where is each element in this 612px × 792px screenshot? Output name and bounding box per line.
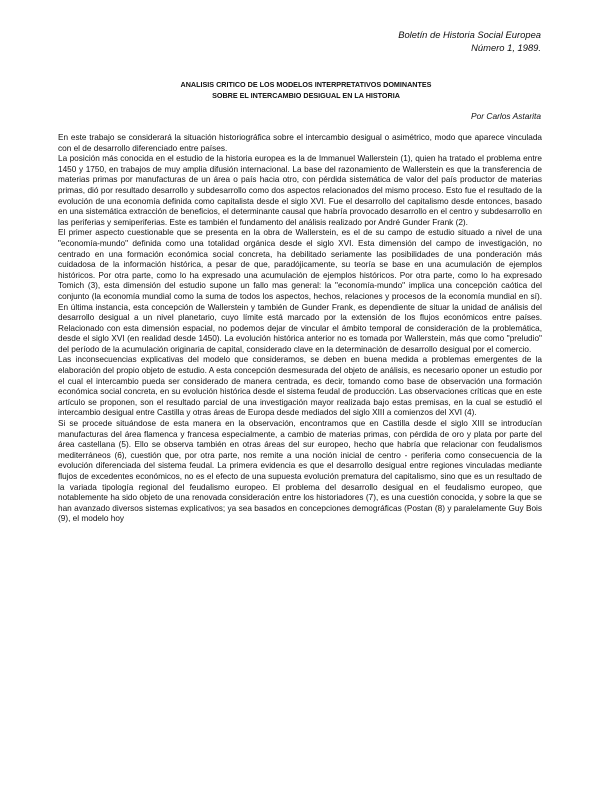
body-paragraph: En este trabajo se considerará la situación historiográfica sobre el intercambio desigual o asimétrico, modo que aparece vinculada con el de desarrollo diferenciado entre países. — [58, 133, 542, 153]
article-body — [58, 133, 542, 525]
author-byline: Por Carlos Astarita — [471, 111, 541, 121]
body-paragraph: La posición más conocida en el estudio de la historia europea es la de Immanuel Wallerstein (1), quien ha tratado el problema entre 1450 y 1750, en trabajos de muy amplia difusión internacional. La base del razonamiento de Wallerstein es que la transferencia de materias primas por manufacturas de un área o país hacia otro, con pérdida sistemática de valor del país productor de materias primas, dió por resultado desarrollo y subdesarrollo como dos aspectos relacionados del mismo proceso. Esto fue el resultado de la evolución de una economía definida como capitalista desde el siglo XVI. Fue el desarrollo del capitalismo desde entonces, basado en una sistemática extracción de beneficios, el determinante causal que habría provocado desarrollo en el centro y subdesarrollo en las periferias y semiperiferias. Este es también el fundamento del análisis realizado por André Gunder Frank (2). — [58, 154, 542, 227]
journal-name: Boletín de Historia Social Europea — [398, 29, 541, 40]
title-line-1: ANALISIS CRITICO DE LOS MODELOS INTERPRETATIVOS DOMINANTES — [180, 80, 432, 89]
journal-header — [398, 28, 541, 54]
issue-number: Número 1, 1989. — [471, 42, 541, 53]
body-paragraph: Las inconsecuencias explicativas del modelo que consideramos, se deben en buena medida a problemas emergentes de la elaboración del propio objeto de estudio. A esta concepción desmesurada del objeto de análisis, es necesario oponer un estudio por el cual el intercambio pueda ser considerado de manera centrada, es decir, tomando como base de observación una formación económica social concreta, en su evolución histórica desde el sistema feudal de producción. Las observaciones críticas que en este artículo se proponen, son el resultado parcial de una investigación mayor realizada bajo estas premisas, en la cual se estudió el intercambio desigual entre Castilla y otras áreas de Europa desde mediados del siglo XIII a comienzos del XVI (4). — [58, 355, 542, 418]
title-line-2: SOBRE EL INTERCAMBIO DESIGUAL EN LA HISTORIA — [212, 91, 400, 100]
body-paragraph: El primer aspecto cuestionable que se presenta en la obra de Wallerstein, es el de su campo de estudio situado a nivel de una "economía-mundo" definida como una totalidad orgánica desde el siglo XVI. Esta dimensión del campo de investigación, no centrado en una formación económica social concreta, ha debilitado seriamente las posibilidades de una ponderación más cuidadosa de la información histórica, a pesar de que, paradójicamente, su teoría se base en una acumulación de ejemplos históricos. Por otra parte, como lo ha expresado una acumulación de ejemplos históricos. Por otra parte, como lo ha expresado Tomich (3), esta dimensión del estudio supone un fallo mas general: la "economía-mundo" implica una concepción caótica del conjunto (la economía mundial como la suma de todos los aspectos, hechos, relaciones y procesos de la economía mundial en sí). En última instancia, esta concepción de Wallerstein y también de Gunder Frank, es dependiente de situar la unidad de análisis del desarrollo desigual a un nivel planetario, cuyo límite está marcado por la extensión de los flujos económicos entre países. Relacionado con esta dimensión espacial, no podemos dejar de vincular el ámbito temporal de consideración de la problemática, desde el siglo XVI (en realidad desde 1450). La evolución histórica anterior no es tomada por Wallerstein, más que como "preludio" del período de la acumulación originaria de capital, considerado clave en la determinación de desarrollo desigual por el comercio. — [58, 228, 542, 354]
article-title — [0, 79, 612, 101]
body-paragraph: Si se procede situándose de esta manera en la observación, encontramos que en Castilla desde el siglo XIII se introducían manufacturas del área flamenca y francesa especialmente, a cambio de materias primas, con pérdida de oro y plata por parte del área castellana (5). Ello se observa también en otras áreas del sur europeo, hecho que habría que relacionar con feudalismos mediterráneos (6), cuestión que, por otra parte, nos remite a una noción inicial de centro - periferia como consecuencia de la evolución diferenciada del sistema feudal. La primera evidencia es que el desarrollo desigual entre regiones vinculadas mediante flujos de excedentes económicos, no es el efecto de una supuesta evolución prematura del capitalismo, sino que es un resultado de la variada tipología regional del feudalismo europeo. El problema del desarrollo desigual en el feudalismo europeo, que notablemente ha sido objeto de una renovada consideración entre los historiadores (7), es una cuestión conocida, y sobre la que se han avanzado diversos sistemas explicativos; ya sea basados en concepciones demográficas (Postan (8) y paralelamente Guy Bois (9), el modelo hoy — [58, 419, 542, 524]
